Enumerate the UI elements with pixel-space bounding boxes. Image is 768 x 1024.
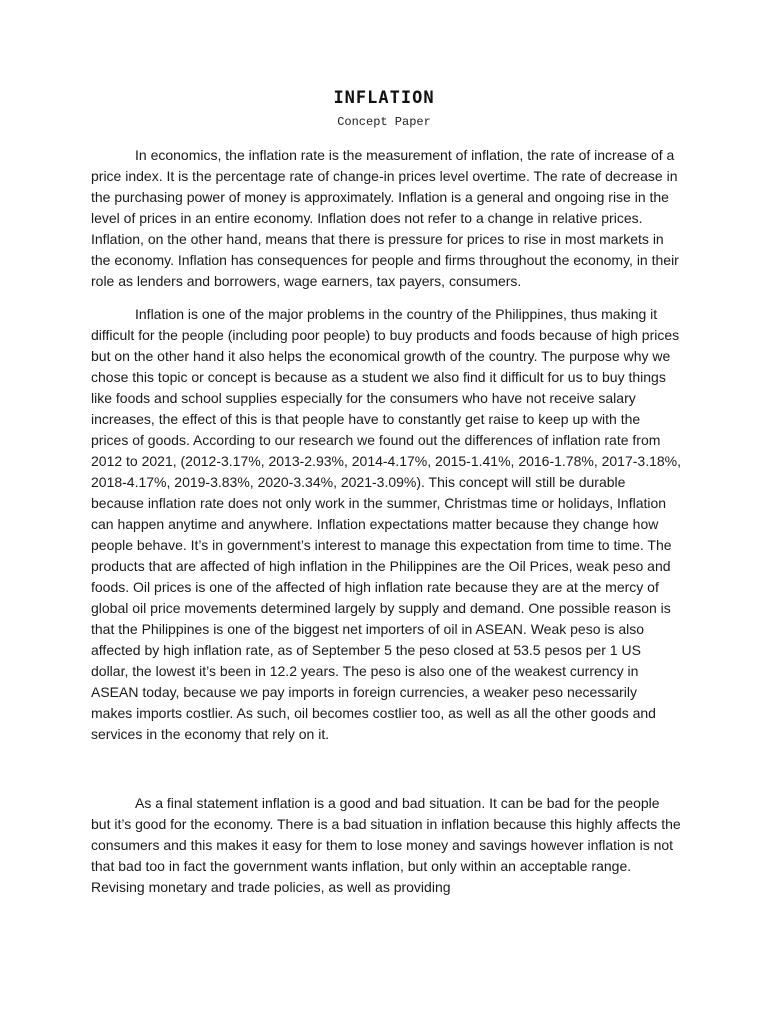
document-title: INFLATION [333, 88, 435, 108]
document-subtitle: Concept Paper [337, 115, 431, 129]
paragraph-definition: In economics, the inflation rate is the measurement of inflation, the rate of increase of a price index. It is the percentage rate of change-in prices level overtime. The rate of decrease in the purchasing power of money is approximately. Inflation is a general and ongoing rise in the level of prices in an entire economy. Inflation does not refer to a change in relative prices. Inflation, on the other hand, means that there is pressure for prices to rise in most markets in the economy. Inflation has consequences for people and firms throughout the economy, in their role as lenders and borrowers, wage earners, tax payers, consumers. [91, 147, 679, 289]
document-body [91, 145, 681, 898]
paragraph-philippines: Inflation is one of the major problems in the country of the Philippines, thus making it difficult for the people (including poor people) to buy products and foods because of high prices but on the other hand it also helps the economical growth of the country. The purpose why we chose this topic or concept is because as a student we also find it difficult for us to buy things like foods and school supplies especially for the consumers who have not receive salary increases, the effect of this is that people have to constantly get raise to keep up with the prices of goods. According to our research we found out the differences of inflation rate from 2012 to 2021, (2012-3.17%, 2013-2.93%, 2014-4.17%, 2015-1.41%, 2016-1.78%, 2017-3.18%, 2018-4.17%, 2019-3.83%, 2020-3.34%, 2021-3.09%). This concept will still be durable because inflation rate does not only work in the summer, Christmas time or holidays, Inflation can happen anytime and anywhere. Inflation expectations matter because they change how people behave. It’s in government’s interest to manage this expectation from time to time. The products that are affected of high inflation in the Philippines are the Oil Prices, weak peso and foods. Oil prices is one of the affected of high inflation rate because they are at the mercy of global oil price movements determined largely by supply and demand. One possible reason is that the Philippines is one of the biggest net importers of oil in ASEAN. Weak peso is also affected by high inflation rate, as of September 5 the peso closed at 53.5 pesos per 1 US dollar, the lowest it’s been in 12.2 years. The peso is also one of the weakest currency in ASEAN today, because we pay imports in foreign currencies, a weaker peso necessarily makes imports costlier. As such, oil becomes costlier too, as well as all the other goods and services in the economy that rely on it. [91, 306, 681, 742]
paragraph-conclusion: As a final statement inflation is a good and bad situation. It can be bad for the people but it’s good for the economy. There is a bad situation in inflation because this highly affects the consumers and this makes it easy for them to lose money and savings however inflation is not that bad too in fact the government wants inflation, but only within an acceptable range. Revising monetary and trade policies, as well as providing [91, 795, 681, 895]
